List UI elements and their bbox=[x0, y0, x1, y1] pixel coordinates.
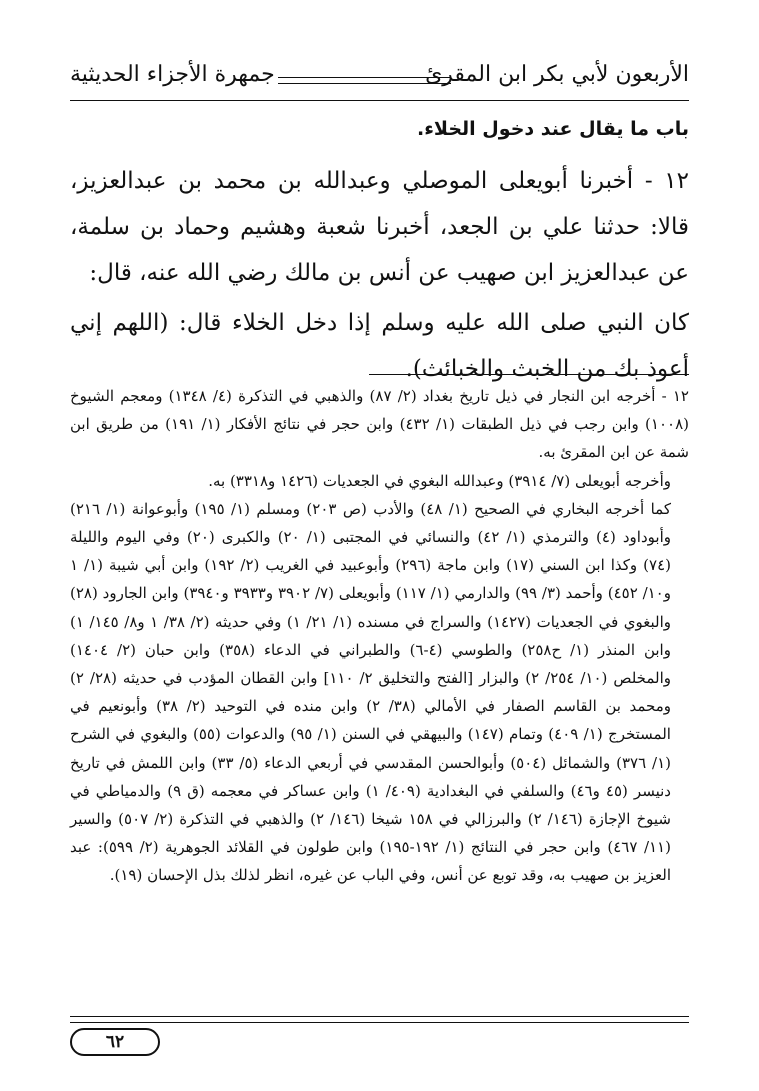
footnote-paragraph: ١٢ - أخرجه ابن النجار في ذيل تاريخ بغداد (٢/ ٨٧) والذهبي في التذكرة (٤/ ١٣٤٨) ومعجم الشيوخ (١٠٠٨) وابن رجب في ذيل الطبقات (١/ ٤٣٢) وابن حجر في نتائج الأفكار (١/ ١٩١) من طريق ابن شمة عن ابن المقرئ به. bbox=[70, 387, 689, 462]
series-title: جمهرة الأجزاء الحديثية bbox=[70, 62, 275, 87]
page-number: ٦٢ bbox=[70, 1028, 160, 1056]
page-footer bbox=[70, 1010, 689, 1050]
book-title: الأربعون لأبي بكر ابن المقرئ bbox=[425, 62, 689, 87]
footnote-paragraph: كما أخرجه البخاري في الصحيح (١/ ٤٨) والأدب (ص ٢٠٣) ومسلم (١/ ١٩٥) وأبوعوانة (١/ ٢١٦) وأبوداود (٤) والترمذي (١/ ٤٢) والنسائي في المجتبى (١/ ٢٠) والكبرى (٢٠) وفي اليوم والليلة (٧٤) وكذا ابن السني (١٧) وابن ماجة (٢٩٦) وأبوعبيد في الغريب (٢/ ١٩٢) وابن أبي شيبة (١/ ١ و١٠/ ٤٥٢) وأحمد (٣/ ٩٩) والدارمي (١/ ١١٧) وأبويعلى (٧/ ٣٩٠٢ و٣٩٣٣ و٣٩٤٠) وابن الجارود (٢٨) والبغوي في الجعديات (١٤٢٧) والسراج في مسنده (١/ ٢١/ ١) وفي حديثه (٢/ ٣٨/ ١ و٨/ ١٤٥/ ١) وابن المنذر (١/ ح٢٥٨) والطوسي (٤-٦) والطبراني في الدعاء (٣٥٨) وابن حبان (٢/ ١٤٠٤) والمخلص (١٠/ ٢٥٤/ ٢) والبزار [الفتح والتخليق ٢/ ١١٠] وابن القطان المؤدب في حديثه (٢٨/ ٢) ومحمد بن القاسم الصفار في الأمالي (٣٨/ ٢) وابن منده في التوحيد (٢/ ٣٨) وأبونعيم في المستخرج (١/ ٤٠٩) وتمام (١٤٧) والبيهقي في السنن (١/ ٩٥) والدعوات (٥٥) والبغوي في الشرح (١/ ٣٧٦) والشمائل (٥٠٤) وأبوالحسن المقدسي في أربعي الدعاء (٥/ ٣٣) وابن اللمش في تاريخ دنيسر (٤٥ و٤٦) والسلفي في البغدادية (٤٠٩/ ١) وابن عساكر في معجمه (ق ٩) والدمياطي في شيوخ الإجازة (١٤٦/ ٢) والبرزالي في ١٥٨ شيخا (١٤٦/ ٢) والذهبي في التذكرة (٢/ ٥٠٧) والسير (١١/ ٤٦٧) وابن حجر في النتائج (١/ ١٩٢-١٩٥) وابن طولون في القلائد الجوهرية (٢/ ٥٩٩): عبد العزيز بن صهيب به، وقد توبع عن أنس، وفي الباب عن غيره، انظر لذلك بذل الإحسان (١٩). bbox=[70, 499, 672, 885]
footer-ornament-rule bbox=[70, 1016, 689, 1023]
chapter-title: باب ما يقال عند دخول الخلاء. bbox=[416, 118, 689, 140]
footnotes bbox=[70, 382, 689, 890]
hadith-matn: كان النبي صلى الله عليه وسلم إذا دخل الخلاء قال: (اللهم إني أعوذ بك من الخبث والخبائث). bbox=[70, 310, 689, 382]
hadith-text bbox=[70, 158, 689, 392]
header-divider bbox=[70, 100, 689, 101]
running-header bbox=[70, 58, 689, 98]
footnote-separator bbox=[369, 374, 689, 375]
hadith-isnad: ١٢ - أخبرنا أبويعلى الموصلي وعبدالله بن محمد بن عبدالعزيز، قالا: حدثنا علي بن الجعد، أخبرنا شعبة وهشيم وحماد بن سلمة، عن عبدالعزيز ابن صهيب عن أنس بن مالك رضي الله عنه، قال: bbox=[70, 168, 689, 286]
header-ornament-rule bbox=[278, 77, 451, 84]
footnote-paragraph: وأخرجه أبويعلى (٧/ ٣٩١٤) وعبدالله البغوي في الجعديات (١٤٢٦ و٣٣١٨) به. bbox=[208, 471, 671, 490]
